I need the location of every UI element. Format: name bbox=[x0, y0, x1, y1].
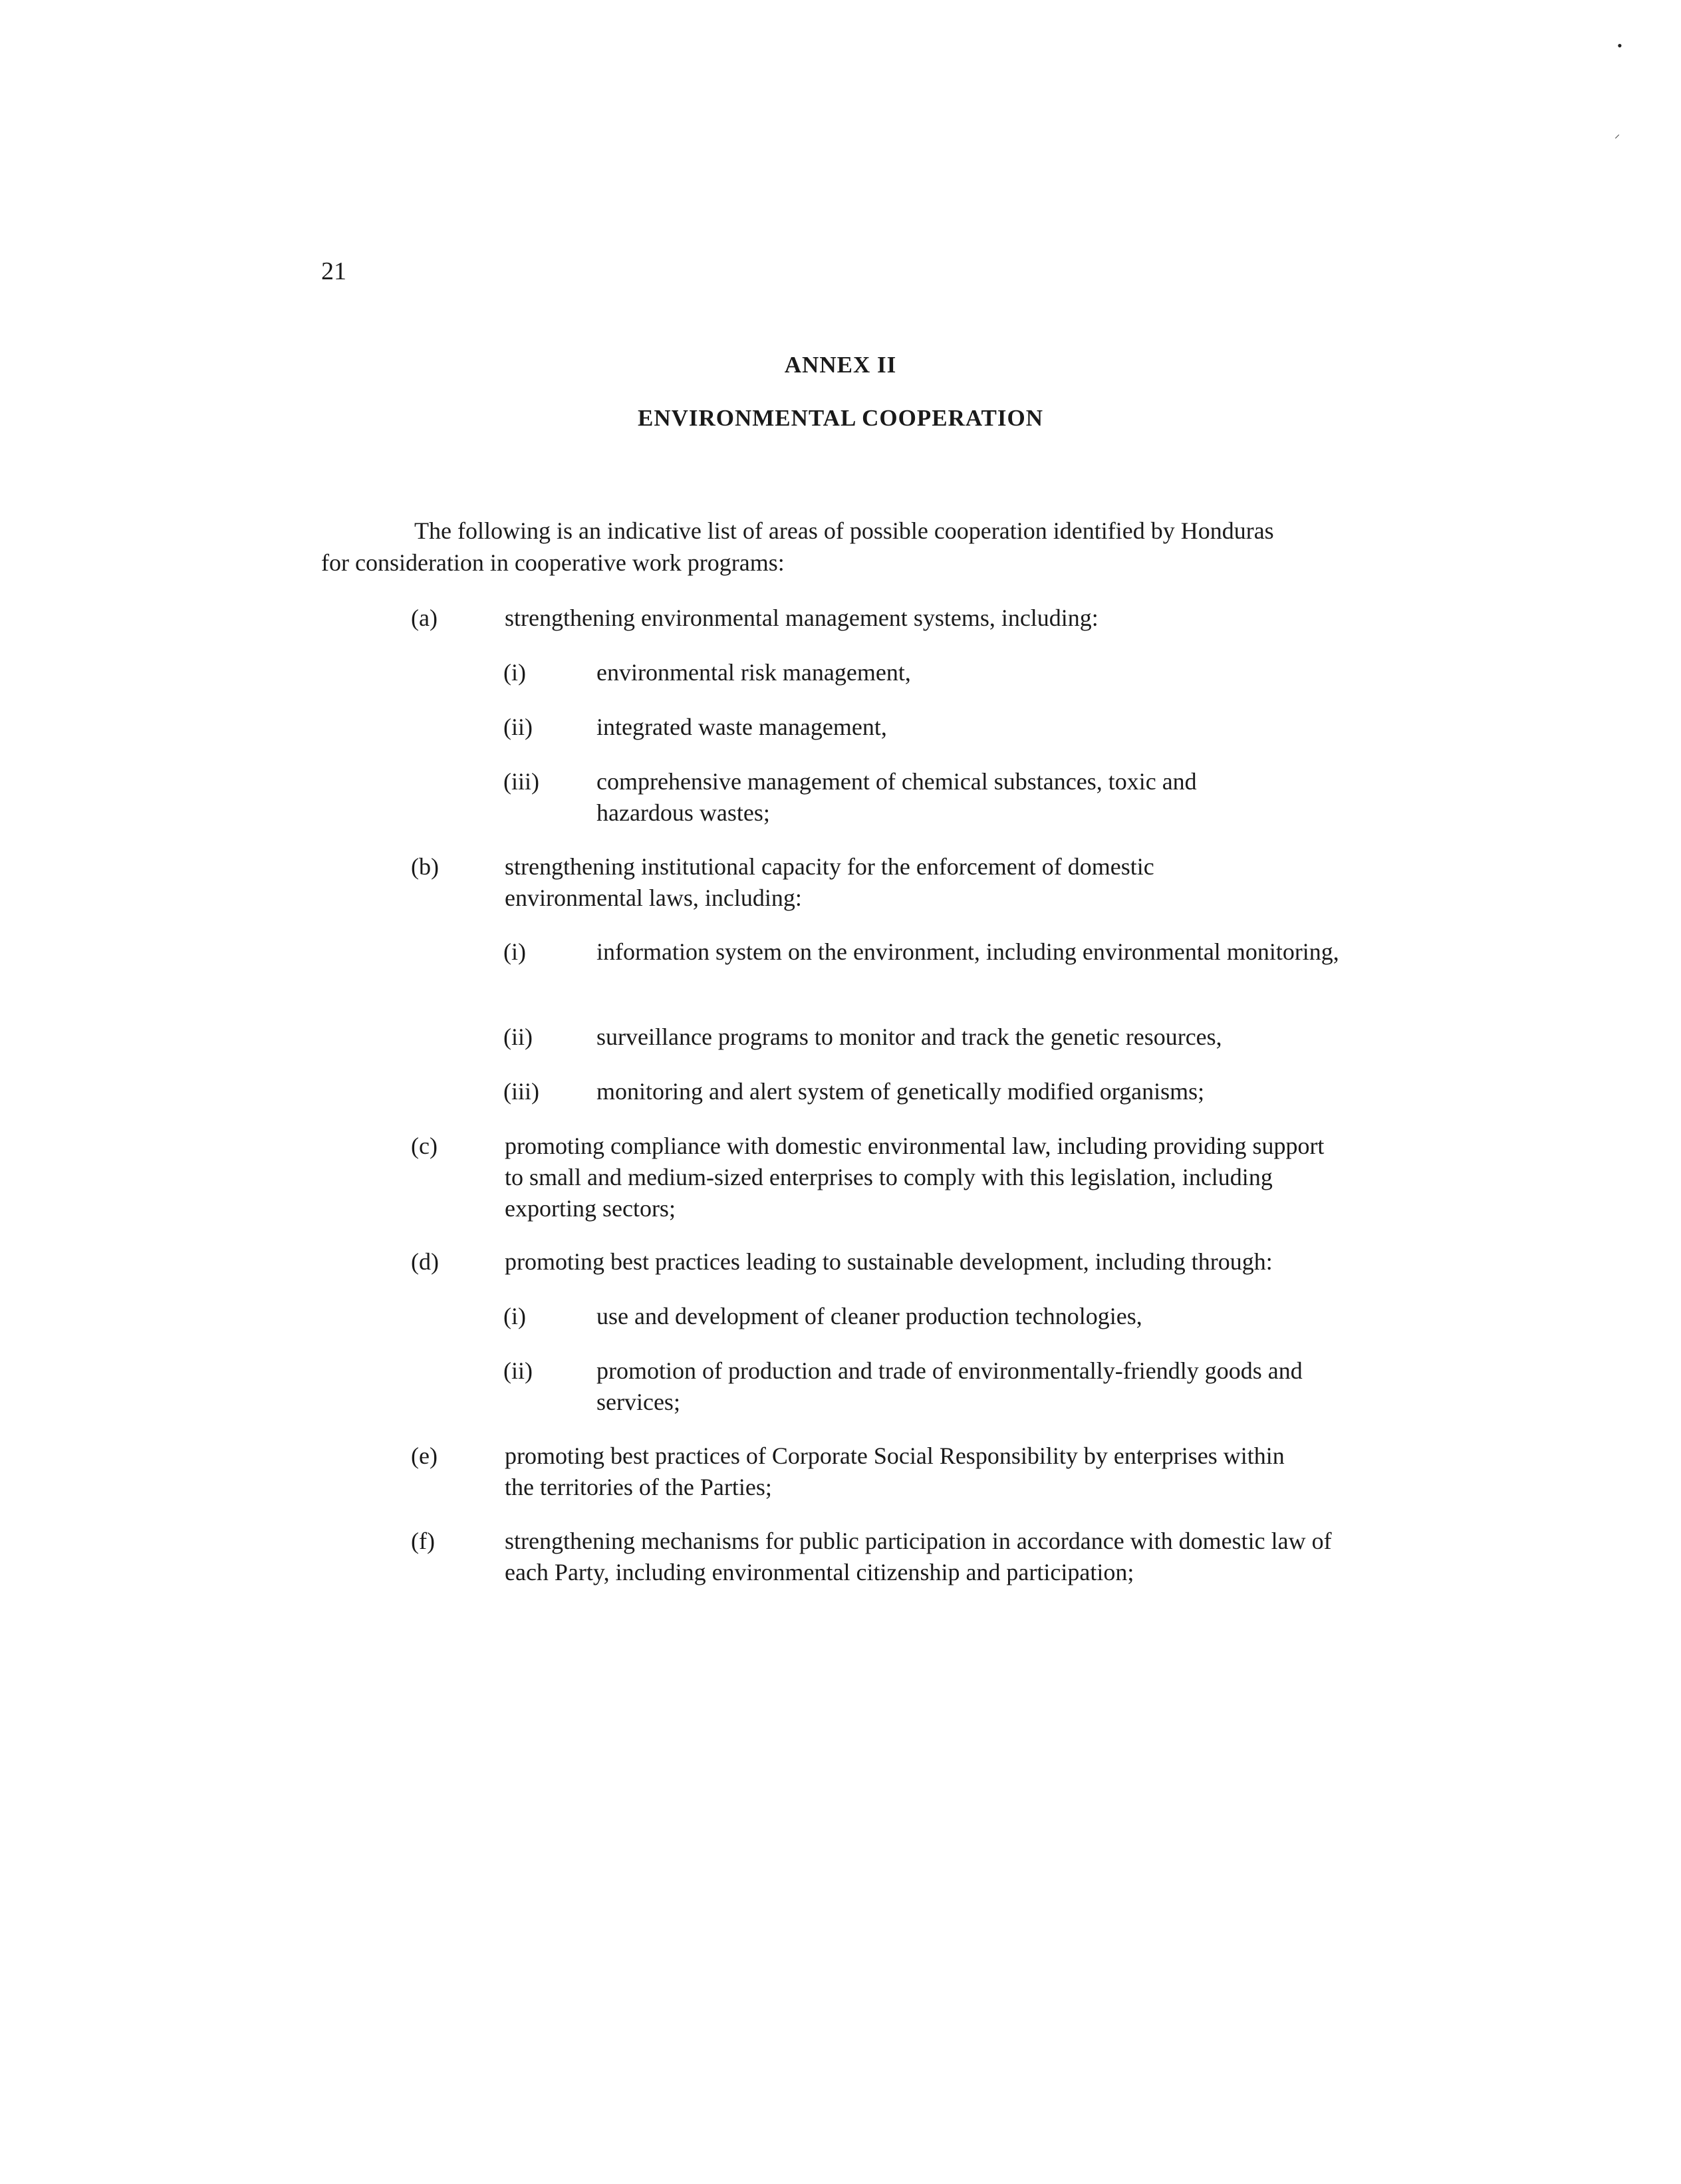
item-b-text: strengthening institutional capacity for the enforcement of domestic environmental laws, including: bbox=[505, 853, 1154, 911]
item-b-i-text: information system on the environment, including environmental monitoring, bbox=[596, 938, 1339, 965]
item-a-iii-label: (iii) bbox=[503, 768, 539, 795]
scan-speck-bottom: ⸝ bbox=[1615, 129, 1620, 140]
item-a-ii-label: (ii) bbox=[503, 714, 533, 740]
item-f-label: (f) bbox=[411, 1528, 435, 1554]
item-b-i-label: (i) bbox=[503, 938, 526, 965]
item-d-ii-text: promotion of production and trade of environmentally-friendly goods and services; bbox=[596, 1357, 1303, 1415]
item-a-i-label: (i) bbox=[503, 659, 526, 686]
item-d-ii-label: (ii) bbox=[503, 1357, 533, 1384]
item-e-label: (e) bbox=[411, 1442, 438, 1469]
intro-paragraph bbox=[321, 515, 1358, 579]
item-d-i-text: use and development of cleaner production technologies, bbox=[596, 1303, 1142, 1329]
item-b-iii-text: monitoring and alert system of genetically modified organisms; bbox=[596, 1078, 1205, 1105]
item-b-label: (b) bbox=[411, 853, 439, 880]
intro-line-2: for consideration in cooperative work programs: bbox=[321, 549, 785, 576]
item-c-text: promoting compliance with domestic environmental law, including providing support to small and medium-sized enterprises to comply with this legislation, including exporting sectors; bbox=[505, 1133, 1325, 1222]
scan-speck-top: • bbox=[1617, 37, 1622, 54]
item-f-text: strengthening mechanisms for public participation in accordance with domestic law of each Party, including environmental citizenship and participation; bbox=[505, 1528, 1332, 1585]
page-title: ANNEX II bbox=[784, 352, 897, 378]
item-b-iii-label: (iii) bbox=[503, 1078, 539, 1105]
item-d-label: (d) bbox=[411, 1248, 439, 1275]
item-c-label: (c) bbox=[411, 1133, 438, 1159]
item-b-ii-label: (ii) bbox=[503, 1024, 533, 1050]
item-a-label: (a) bbox=[411, 605, 438, 631]
item-a-i-text: environmental risk management, bbox=[596, 659, 911, 686]
page-number: 21 bbox=[321, 257, 346, 285]
item-b-ii-text: surveillance programs to monitor and track the genetic resources, bbox=[596, 1024, 1222, 1050]
item-a-text: strengthening environmental management systems, including: bbox=[505, 605, 1099, 631]
item-d-i-label: (i) bbox=[503, 1303, 526, 1329]
page-subtitle: ENVIRONMENTAL COOPERATION bbox=[637, 405, 1043, 431]
intro-line-1: The following is an indicative list of areas of possible cooperation identified by Honduras bbox=[414, 517, 1274, 544]
item-d-text: promoting best practices leading to sustainable development, including through: bbox=[505, 1248, 1273, 1275]
item-a-iii-text: comprehensive management of chemical substances, toxic and hazardous wastes; bbox=[596, 768, 1197, 826]
item-a-ii-text: integrated waste management, bbox=[596, 714, 887, 740]
item-e-text: promoting best practices of Corporate Social Responsibility by enterprises within the territories of the Parties; bbox=[505, 1442, 1285, 1500]
